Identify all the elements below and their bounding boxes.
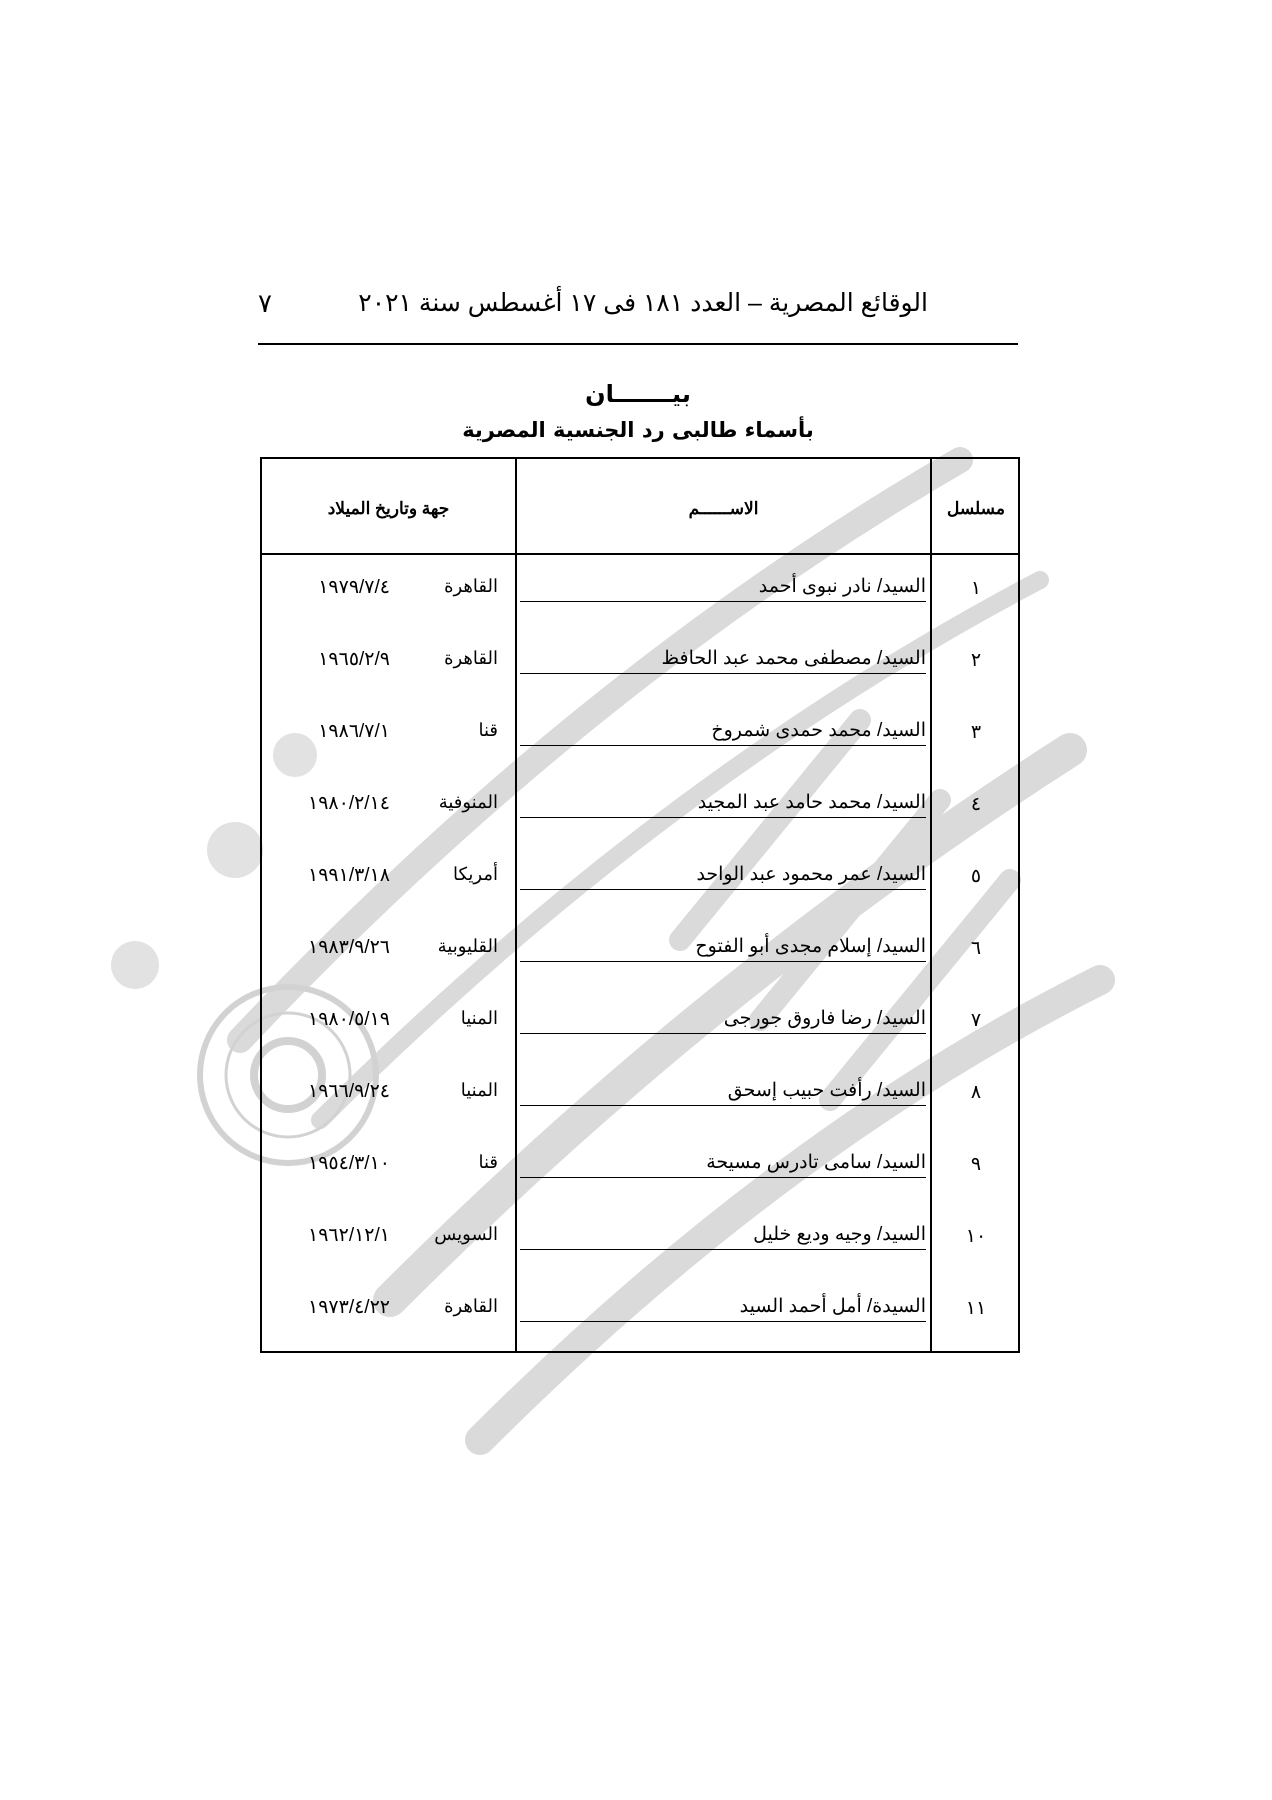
table-row bbox=[262, 927, 1018, 999]
cell-birth-place: المنيا bbox=[460, 1080, 498, 1100]
name-underline bbox=[520, 1033, 926, 1034]
cell-name: السيد/ نادر نبوى أحمد bbox=[758, 576, 926, 597]
cell-birth-place: السويس bbox=[434, 1224, 498, 1244]
table-row bbox=[262, 1287, 1018, 1359]
cell-birth-date: ١٩٦٢/١٢/١ bbox=[308, 1225, 390, 1246]
table-row bbox=[262, 855, 1018, 927]
cell-serial: ٢ bbox=[970, 650, 982, 671]
cell-birth-place: المنيا bbox=[460, 1008, 498, 1028]
name-underline bbox=[520, 1321, 926, 1322]
table-row bbox=[262, 639, 1018, 711]
cell-name: السيد/ رأفت حبيب إسحق bbox=[727, 1080, 926, 1101]
gazette-title: الوقائع المصرية – العدد ١٨١ فى ١٧ أغسطس سنة ٢٠٢١ bbox=[358, 289, 928, 317]
cell-name: السيد/ إسلام مجدى أبو الفتوح bbox=[695, 936, 926, 957]
cell-name: السيد/ محمد حمدى شمروخ bbox=[711, 720, 926, 741]
cell-serial: ٤ bbox=[970, 794, 982, 815]
table-row bbox=[262, 711, 1018, 783]
cell-name: السيد/ سامى تادرس مسيحة bbox=[706, 1152, 926, 1173]
cell-serial: ٣ bbox=[970, 722, 982, 743]
name-underline bbox=[520, 1105, 926, 1106]
cell-name: السيد/ عمر محمود عبد الواحد bbox=[696, 864, 926, 885]
header-row-divider bbox=[262, 553, 1018, 555]
page-header bbox=[258, 286, 1018, 332]
cell-serial: ١٠ bbox=[965, 1226, 987, 1247]
table-row bbox=[262, 1215, 1018, 1287]
name-underline bbox=[520, 673, 926, 674]
name-underline bbox=[520, 601, 926, 602]
cell-serial: ١١ bbox=[965, 1298, 987, 1319]
name-underline bbox=[520, 745, 926, 746]
table-row bbox=[262, 1143, 1018, 1215]
cell-birth-place: القاهرة bbox=[444, 576, 498, 596]
cell-birth-date: ١٩٨٠/٢/١٤ bbox=[308, 793, 390, 814]
cell-name: السيد/ مصطفى محمد عبد الحافظ bbox=[661, 648, 926, 669]
cell-name: السيد/ رضا فاروق جورجى bbox=[723, 1008, 926, 1029]
column-header-birth: جهة وتاريخ الميلاد bbox=[327, 499, 450, 518]
cell-birth-date: ١٩٦٥/٢/٩ bbox=[318, 649, 390, 670]
name-underline bbox=[520, 961, 926, 962]
table-row bbox=[262, 1071, 1018, 1143]
table-row bbox=[262, 567, 1018, 639]
column-header-name: الاســــــم bbox=[688, 499, 759, 518]
cell-birth-place: القاهرة bbox=[444, 1296, 498, 1316]
name-underline bbox=[520, 1177, 926, 1178]
cell-name: السيد/ محمد حامد عبد المجيد bbox=[697, 792, 926, 813]
cell-birth-date: ١٩٥٤/٣/١٠ bbox=[308, 1153, 390, 1174]
cell-birth-place: أمريكا bbox=[452, 864, 498, 884]
cell-birth-date: ١٩٨٦/٧/١ bbox=[318, 721, 390, 742]
cell-serial: ٦ bbox=[970, 938, 982, 959]
cell-birth-place: المنوفية bbox=[438, 792, 498, 812]
cell-serial: ٥ bbox=[970, 866, 982, 887]
table-row bbox=[262, 999, 1018, 1071]
cell-birth-place: القاهرة bbox=[444, 648, 498, 668]
cell-birth-date: ١٩٨٠/٥/١٩ bbox=[308, 1009, 390, 1030]
cell-name: السيدة/ أمل أحمد السيد bbox=[739, 1296, 926, 1317]
cell-birth-date: ١٩٦٦/٩/٢٤ bbox=[308, 1081, 390, 1102]
name-underline bbox=[520, 1249, 926, 1250]
cell-serial: ٨ bbox=[970, 1082, 982, 1103]
column-header-serial: مسلسل bbox=[947, 499, 1005, 518]
cell-birth-date: ١٩٩١/٣/١٨ bbox=[308, 865, 390, 886]
table-row bbox=[262, 783, 1018, 855]
cell-birth-place: قنا bbox=[478, 1152, 498, 1172]
header-divider bbox=[258, 343, 1018, 345]
cell-serial: ٧ bbox=[970, 1010, 982, 1031]
name-underline bbox=[520, 889, 926, 890]
document-subheading: بأسماء طالبى رد الجنسية المصرية bbox=[462, 418, 814, 442]
applicants-table bbox=[260, 457, 1020, 1353]
cell-birth-place: القليوبية bbox=[437, 936, 498, 956]
page-number: ٧ bbox=[258, 288, 272, 318]
document-heading: بيـــــــان bbox=[585, 380, 691, 408]
cell-birth-date: ١٩٧٩/٧/٤ bbox=[318, 577, 390, 598]
cell-birth-date: ١٩٨٣/٩/٢٦ bbox=[308, 937, 390, 958]
cell-name: السيد/ وجيه وديع خليل bbox=[753, 1224, 926, 1245]
cell-birth-date: ١٩٧٣/٤/٢٢ bbox=[308, 1297, 390, 1318]
cell-serial: ١ bbox=[970, 578, 982, 599]
name-underline bbox=[520, 817, 926, 818]
cell-birth-place: قنا bbox=[478, 720, 498, 740]
cell-serial: ٩ bbox=[970, 1154, 982, 1175]
